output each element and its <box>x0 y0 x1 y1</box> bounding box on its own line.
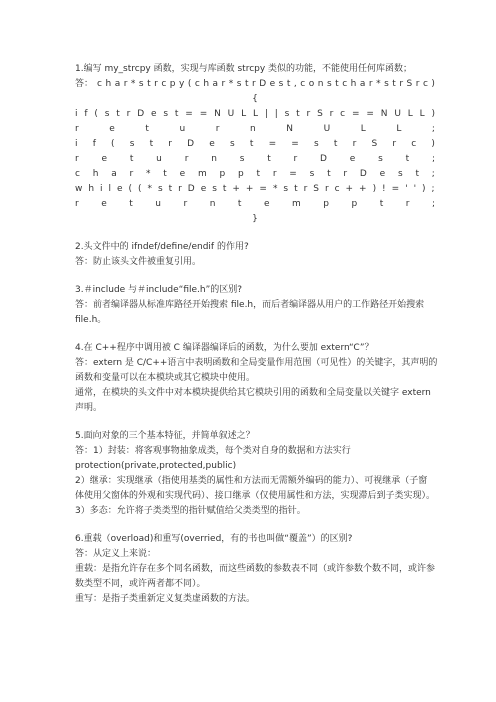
code-char: e <box>101 199 107 209</box>
code-char: L <box>241 109 247 119</box>
code-char: r <box>168 139 172 149</box>
code-char: n <box>250 124 256 134</box>
code-char: s <box>236 79 242 89</box>
code-char: r <box>126 109 131 119</box>
code-char: s <box>163 109 169 119</box>
code-line-tempptr <box>75 167 435 182</box>
code-char: ( <box>111 139 115 149</box>
code-char: s <box>309 169 315 179</box>
code-char: s <box>230 139 235 149</box>
code-char: o <box>308 79 315 89</box>
question-5-title: 5.面向对象的三个基本特征，并简单叙述之？ <box>75 431 255 441</box>
code-char: t <box>129 154 134 164</box>
code-char: t <box>145 124 149 134</box>
code-char: ( <box>128 184 133 194</box>
code-char: * <box>147 184 152 194</box>
code-char: ( <box>94 109 98 119</box>
code-char: n <box>209 199 216 209</box>
code-char: * <box>130 79 136 89</box>
code-char: ( <box>138 184 142 194</box>
code-char: n <box>211 154 217 164</box>
code-char: e <box>209 139 215 149</box>
code-char: S <box>313 184 319 194</box>
code-char: e <box>349 154 356 164</box>
code-char: L <box>419 109 425 119</box>
code-char: D <box>137 109 145 119</box>
code-char: r <box>399 79 404 89</box>
code-char: t <box>116 109 120 119</box>
code-char: c <box>97 79 102 89</box>
code-char: * <box>146 169 151 179</box>
code-char: ; <box>431 169 435 179</box>
code-char: s <box>212 184 217 194</box>
code-char: D <box>259 79 267 89</box>
code-char: t <box>296 109 300 119</box>
question-3-title: 3.＃include 与＃include“file.h”的区别? <box>75 285 243 295</box>
question-6-answer-line: 重写：是指子类重新定义复类虚函数的方法。 <box>75 594 256 604</box>
question-5-answer-line: 答：1）封装：将客观事物抽象成类，每个类对自身的数据和方法实行 <box>75 446 351 456</box>
code-char: h <box>203 79 210 89</box>
code-char: t <box>286 79 291 89</box>
code-char: ; <box>431 199 435 209</box>
code-char: L <box>252 109 258 119</box>
code-char: i <box>75 109 78 119</box>
code-char: s <box>138 79 144 89</box>
code-char: = <box>289 169 297 179</box>
code-char: N <box>286 124 294 134</box>
code-char: u <box>155 199 161 209</box>
code-char: e <box>379 169 386 179</box>
question-5-answer-line: protection(private,protected,public) <box>75 461 237 471</box>
code-char: L <box>396 124 402 134</box>
code-line-null-check <box>75 107 435 122</box>
code-char: ) <box>431 109 435 119</box>
code-char: e <box>117 184 123 194</box>
code-char: h <box>350 79 357 89</box>
code-char: p <box>169 79 176 89</box>
code-char: s <box>283 184 289 194</box>
code-char: D <box>187 184 195 194</box>
code-char: r <box>293 154 298 164</box>
code-char: = <box>291 139 299 149</box>
code-char: r <box>75 199 79 209</box>
code-char: a <box>212 79 219 89</box>
code-char: h <box>88 184 95 194</box>
code-char: t <box>249 139 254 149</box>
code-char: U <box>323 124 331 134</box>
code-char: + <box>245 184 254 194</box>
code-char: * <box>228 79 234 89</box>
code-char: r <box>392 139 397 149</box>
question-5-answer-line: 2）继承：实现继承（指使用基类的属性和方法而无需额外编码的能力）、可视继承（子窗 <box>75 476 428 486</box>
code-char: r <box>329 109 334 119</box>
code-char: = <box>351 109 360 119</box>
code-char: r <box>184 154 189 164</box>
code-char: ' <box>413 184 417 194</box>
question-5-answer-line: 体使用父窗体的外观和实现代码）、接口继承（仅使用属性和方法，实现滞后到子类实现）。 <box>75 491 436 501</box>
code-char: y <box>179 79 185 89</box>
code-char: p <box>238 169 244 179</box>
code-char: l <box>108 184 112 194</box>
question-6-answer-line: 答：从定义上来说： <box>75 549 157 559</box>
code-line-return-dest <box>75 152 435 167</box>
code-line-equal-check <box>75 137 435 152</box>
code-char: t <box>222 184 227 194</box>
code-char: r <box>324 184 329 194</box>
code-char: ; <box>431 124 435 134</box>
code-char: t <box>405 154 410 164</box>
code-char: t <box>327 169 331 179</box>
code-char: t <box>415 169 419 179</box>
code-char: c <box>342 79 348 89</box>
code-char: r <box>303 184 308 194</box>
code-char: c <box>334 184 340 194</box>
code-char: + <box>359 184 367 194</box>
code-line-while <box>75 182 435 197</box>
code-char: = <box>391 184 400 194</box>
code-char: S <box>406 79 413 89</box>
question-3-answer-line: file.h。 <box>75 315 107 325</box>
code-char: t <box>149 139 154 149</box>
code-char: ! <box>382 184 386 194</box>
code-char: r <box>178 184 182 194</box>
code-char: + <box>345 184 354 194</box>
code-char: t <box>237 199 242 209</box>
code-char: a <box>359 79 366 89</box>
code-char: e <box>179 169 186 179</box>
question-4-answer-line: 声明。 <box>75 403 103 413</box>
code-char: * <box>376 79 381 89</box>
code-char: S <box>371 139 378 149</box>
code-line-close-brace: } <box>252 214 258 224</box>
code-char: u <box>179 124 186 134</box>
code-char: t <box>294 184 298 194</box>
code-char: L <box>407 109 413 119</box>
code-char: p <box>351 199 358 209</box>
code-char: t <box>174 109 179 119</box>
code-char: ' <box>405 184 408 194</box>
code-char: t <box>267 154 271 164</box>
code-char: n <box>317 79 324 89</box>
question-4-answer-line: 答：extern 是 C/C++语言中表明函数和全局变量作用范围（可见性）的关键字，其声明的 <box>75 358 438 368</box>
code-char: t <box>244 79 249 89</box>
code-char: e <box>263 199 270 209</box>
code-char: r <box>123 79 128 89</box>
question-6-answer-line: 数类型不同，或许两者都不同）。 <box>75 579 206 589</box>
code-line-return-null <box>75 122 435 137</box>
code-char: c <box>75 169 80 179</box>
code-char: s <box>278 79 284 89</box>
question-4-answer-line: 通常，在模块的头文件中对本模块提供给其它模块引用的函数和全局变量以关键字 extern <box>75 388 431 398</box>
code-char: c <box>411 139 417 149</box>
code-char: s <box>129 139 135 149</box>
question-4-answer-line: 函数和变量可以在本模块或其它模块中使用。 <box>75 373 256 383</box>
code-line-return-tempptr <box>75 197 435 212</box>
document-content <box>75 62 438 607</box>
code-char: = <box>199 109 208 119</box>
code-char: = <box>268 139 277 149</box>
question-2-title: 2.头文件中的 ifndef/define/endif 的作用? <box>75 242 249 252</box>
code-char: u <box>156 154 162 164</box>
code-char: s <box>397 169 403 179</box>
code-char: i <box>75 139 78 149</box>
code-char: e <box>150 109 157 119</box>
code-char: r <box>75 124 79 134</box>
answer-label: 答： <box>75 79 94 89</box>
question-6-answer-line: 重载：是指允许存在多个同名函数，而这些函数的参数表不同（或许参数个数不同，或许参 <box>75 564 436 574</box>
code-char: D <box>187 139 195 149</box>
code-char: f <box>84 109 88 119</box>
code-char: r <box>154 79 158 89</box>
code-char: t <box>379 199 384 209</box>
question-1-title: 1.编写 my_strcpy 函数，实现与库函数 strcpy 类似的功能，不能使用任何库函数； <box>75 64 413 74</box>
code-char: r <box>129 169 134 179</box>
code-char: = <box>185 109 193 119</box>
code-char: ( <box>187 79 192 89</box>
code-char: ) <box>431 139 435 149</box>
code-char: r <box>221 79 226 89</box>
code-char: N <box>380 109 388 119</box>
code-char: = <box>259 184 267 194</box>
code-char: = <box>366 109 374 119</box>
code-char: U <box>227 109 235 119</box>
code-char: e <box>269 79 276 89</box>
code-char: S <box>317 109 323 119</box>
code-char: t <box>256 169 261 179</box>
code-char: r <box>343 169 348 179</box>
code-char: t <box>333 139 338 149</box>
code-char: r <box>251 79 256 89</box>
code-char: N <box>214 109 221 119</box>
question-2-answer: 答：防止该头文件被重复引用。 <box>75 257 202 267</box>
code-char: m <box>292 199 301 209</box>
code-char: L <box>360 124 366 134</box>
code-char: + <box>232 184 240 194</box>
code-line-signature <box>97 77 435 92</box>
code-char: c <box>161 79 167 89</box>
code-char: | <box>274 109 278 119</box>
code-char: p <box>219 169 226 179</box>
code-char: ) <box>422 184 426 194</box>
code-char: s <box>104 109 110 119</box>
code-char: t <box>392 79 396 89</box>
question-4-title: 4.在 C++程序中调用被 C 编译器编译后的函数，为什么要加 extern“C”？ <box>75 343 374 353</box>
code-char: r <box>183 199 188 209</box>
code-char: h <box>92 169 99 179</box>
code-char: i <box>100 184 103 194</box>
code-char: e <box>200 184 207 194</box>
code-char: * <box>272 184 278 194</box>
code-char: r <box>215 124 220 134</box>
code-char: e <box>109 124 115 134</box>
code-char: t <box>129 199 133 209</box>
code-char: s <box>314 139 319 149</box>
code-char: r <box>368 79 373 89</box>
code-char: D <box>359 169 367 179</box>
code-char: c <box>340 109 346 119</box>
code-char: s <box>326 79 332 89</box>
code-char: r <box>75 154 79 164</box>
code-char: c <box>300 79 306 89</box>
code-char: f <box>92 139 96 149</box>
question-6-title: 6.重载（overload)和重写(overried，有的书也叫做“覆盖”）的区别? <box>75 534 353 544</box>
code-char: U <box>394 109 401 119</box>
question-1-answer-signature <box>75 77 435 92</box>
code-char: r <box>415 79 420 89</box>
code-char: t <box>335 79 339 89</box>
code-char: s <box>384 79 389 89</box>
question-3-answer-line: 答：前者编译器从标准库路径开始搜索 file.h，而后者编译器从用户的工作路径开始搜索 <box>75 300 425 310</box>
code-char: s <box>157 184 163 194</box>
code-char: r <box>272 169 277 179</box>
code-char: | <box>264 109 268 119</box>
code-char: ) <box>372 184 377 194</box>
code-char: m <box>197 169 207 179</box>
code-char: s <box>239 154 245 164</box>
code-char: s <box>284 109 290 119</box>
code-char: t <box>147 79 151 89</box>
code-char: c <box>422 79 428 89</box>
code-char: s <box>378 154 383 164</box>
code-char: e <box>101 154 108 164</box>
code-char: w <box>75 184 83 194</box>
code-char: ; <box>431 154 435 164</box>
code-line-open-brace: { <box>252 94 258 104</box>
code-char: a <box>114 79 121 89</box>
code-char: t <box>168 184 173 194</box>
code-char: a <box>111 169 117 179</box>
question-5-answer-line: 3）多态：允许将子类类型的指针赋值给父类类型的指针。 <box>75 506 306 516</box>
code-char: t <box>163 169 167 179</box>
code-char: r <box>405 199 410 209</box>
code-char: ; <box>431 184 435 194</box>
code-char: c <box>194 79 200 89</box>
code-char: p <box>323 199 329 209</box>
code-char: D <box>320 154 327 164</box>
code-char: ) <box>431 79 435 89</box>
code-char: , <box>293 79 297 89</box>
code-char: h <box>105 79 112 89</box>
code-char: r <box>306 109 311 119</box>
code-char: r <box>352 139 357 149</box>
